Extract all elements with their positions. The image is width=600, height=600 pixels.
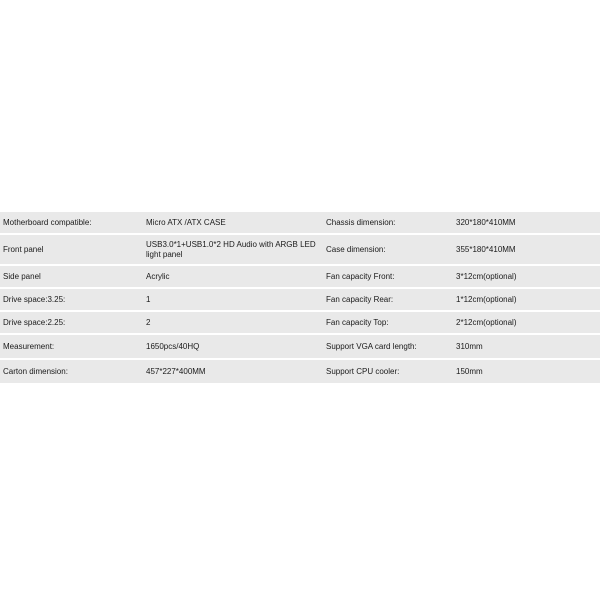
spec-label: Fan capacity Front: [323, 266, 453, 289]
spec-value: 1*12cm(optional) [453, 289, 600, 312]
spec-label: Fan capacity Top: [323, 312, 453, 335]
spec-value: 457*227*400MM [143, 360, 323, 385]
spec-value: Micro ATX /ATX CASE [143, 212, 323, 235]
spec-value: 1650pcs/40HQ [143, 335, 323, 360]
table-row [0, 289, 600, 312]
table-row [0, 235, 600, 266]
spec-label: Chassis dimension: [323, 212, 453, 235]
spec-label: Side panel [0, 266, 143, 289]
spec-value: 320*180*410MM [453, 212, 600, 235]
spec-label: Drive space:3.25: [0, 289, 143, 312]
spec-label: Fan capacity Rear: [323, 289, 453, 312]
spec-label: Case dimension: [323, 235, 453, 266]
table-row [0, 312, 600, 335]
spec-value: 1 [143, 289, 323, 312]
spec-label: Front panel [0, 235, 143, 266]
spec-label: Support CPU cooler: [323, 360, 453, 385]
spec-label: Carton dimension: [0, 360, 143, 385]
table-row [0, 335, 600, 360]
spec-value: Acrylic [143, 266, 323, 289]
spec-value: 310mm [453, 335, 600, 360]
spec-value: USB3.0*1+USB1.0*2 HD Audio with ARGB LED light panel [143, 235, 323, 266]
spec-value: 2 [143, 312, 323, 335]
table-row [0, 360, 600, 385]
spec-label: Support VGA card length: [323, 335, 453, 360]
table-row [0, 212, 600, 235]
spec-value: 2*12cm(optional) [453, 312, 600, 335]
spec-label: Motherboard compatible: [0, 212, 143, 235]
table-row [0, 266, 600, 289]
spec-value: 150mm [453, 360, 600, 385]
spec-value: 355*180*410MM [453, 235, 600, 266]
spec-value: 3*12cm(optional) [453, 266, 600, 289]
spec-label: Measurement: [0, 335, 143, 360]
spec-table [0, 212, 600, 385]
spec-label: Drive space:2.25: [0, 312, 143, 335]
